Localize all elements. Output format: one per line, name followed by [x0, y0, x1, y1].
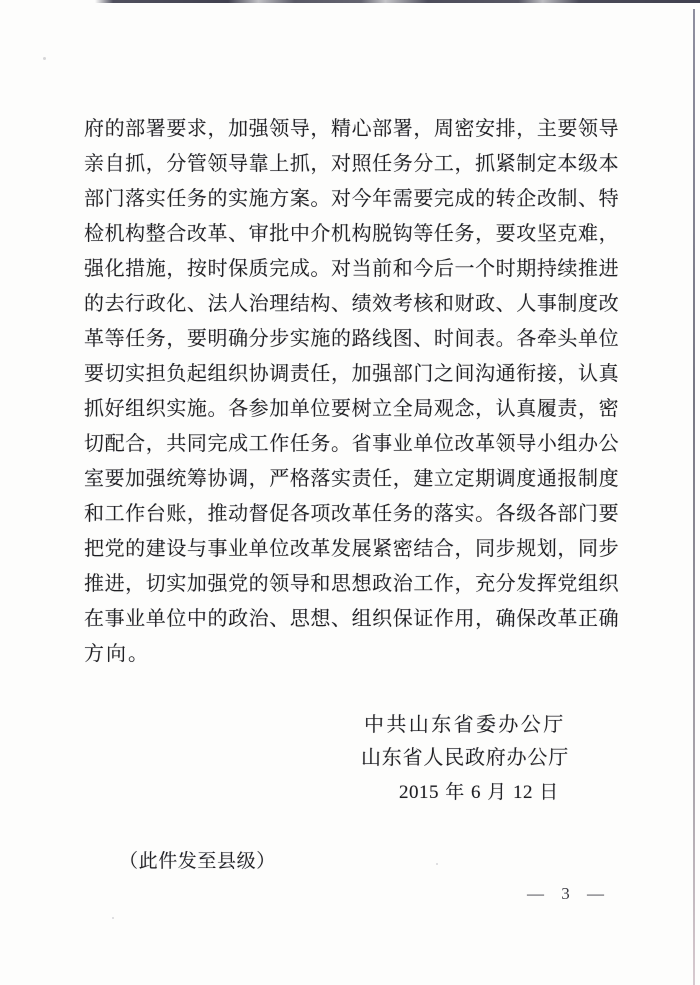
page-number: — 3 —	[527, 884, 606, 903]
body-text-line: 切配合，共同完成工作任务。省事业单位改革领导小组办公	[84, 433, 619, 455]
body-text-line: 推进，切实加强党的领导和思想政治工作，充分发挥党组织	[84, 573, 619, 595]
body-text-line: 在事业单位中的政治、思想、组织保证作用，确保改革正确	[84, 608, 619, 630]
body-text-line: 府的部署要求，加强领导，精心部署，周密安排，主要领导	[84, 118, 619, 140]
body-text-line: 要切实担负起组织协调责任，加强部门之间沟通衔接，认真	[84, 363, 619, 385]
scan-speck	[436, 863, 438, 865]
body-text-line: 强化措施，按时保质完成。对当前和今后一个时期持续推进	[84, 258, 619, 280]
body-text-line: 检机构整合改革、审批中介机构脱钩等任务，要攻坚克难，	[84, 223, 619, 245]
body-text-line: 亲自抓，分管领导靠上抓，对照任务分工，抓紧制定本级本	[84, 153, 619, 175]
body-text-line: 抓好组织实施。各参加单位要树立全局观念，认真履责，密	[84, 398, 619, 420]
signature-org-party: 中共山东省委办公厅	[364, 714, 566, 736]
body-text-line: 方向。	[84, 643, 150, 665]
signature-org-government: 山东省人民政府办公厅	[361, 747, 569, 769]
body-text-line: 把党的建设与事业单位改革发展紧密结合，同步规划，同步	[84, 538, 619, 560]
scan-speck	[112, 917, 114, 919]
body-text-line: 和工作台账，推动督促各项改革任务的落实。各级各部门要	[84, 503, 619, 525]
body-text-line: 革等任务，要明确分步实施的路线图、时间表。各牵头单位	[84, 328, 619, 350]
body-text-line: 部门落实任务的实施方案。对今年需要完成的转企改制、特	[84, 188, 619, 210]
scan-artifact-right-edge	[693, 9, 695, 985]
body-text-line: 的去行政化、法人治理结构、绩效考核和财政、人事制度改	[84, 293, 619, 315]
scan-artifact-top-edge	[95, 0, 700, 3]
distribution-note: （此件发至县级）	[119, 851, 276, 872]
scan-speck	[43, 57, 46, 60]
document-body	[84, 112, 619, 672]
body-text-line: 室要加强统筹协调，严格落实责任，建立定期调度通报制度	[84, 468, 619, 490]
signature-date: 2015 年 6 月 12 日	[399, 782, 559, 803]
